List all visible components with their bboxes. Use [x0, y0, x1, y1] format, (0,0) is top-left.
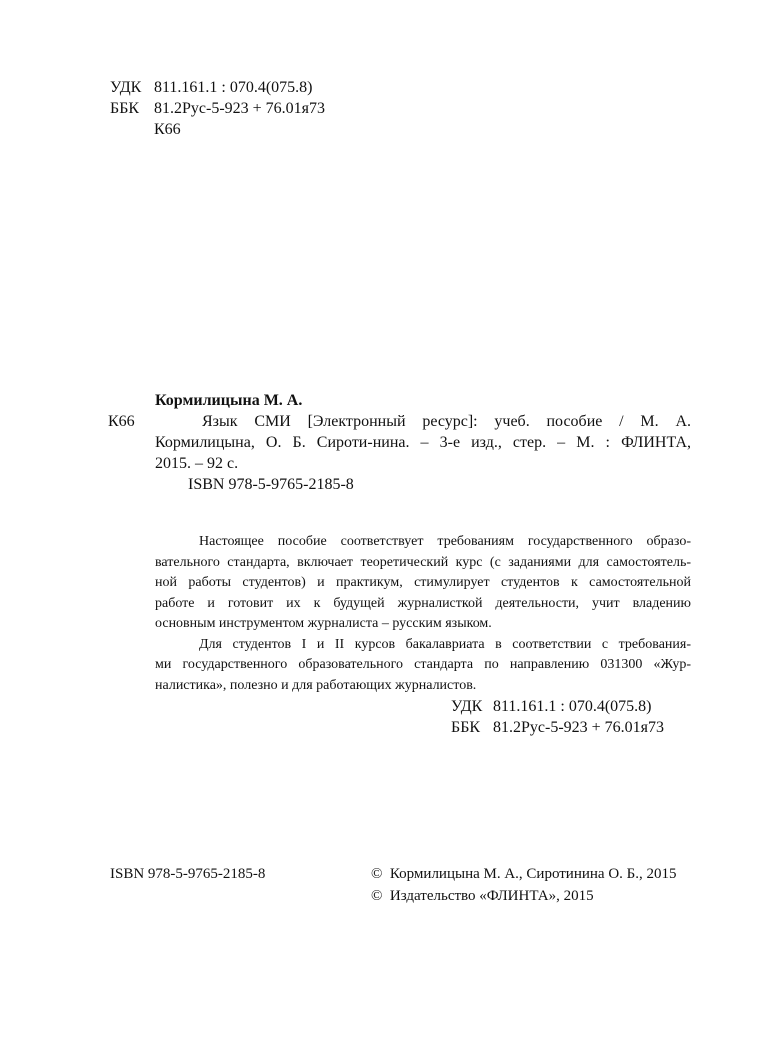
top-udk-line: [110, 77, 325, 98]
bottom-codes-block: [451, 696, 664, 738]
bottom-udk-line: [451, 696, 664, 717]
top-bbk-value: 81.2Рус-5-923 + 76.01я73: [154, 100, 326, 117]
bottom-bbk-line: [451, 717, 664, 738]
annotation-line: основным инструментом журналиста – русским языком.: [155, 616, 492, 631]
annotation-line: работе и готовит их к будущей журналисткой деятельности, учит владению: [155, 595, 691, 611]
copyright-authors: © Кормилицына М. А., Сиротинина О. Б., 2015: [371, 866, 677, 882]
top-author-mark: К66: [154, 121, 181, 138]
bib-description-line-1: Язык СМИ [Электронный ресурс]: учеб. пособие / М. А.: [202, 413, 691, 430]
annotation-line: ми государственного образовательного стандарта по направлению 031300 «Жур-: [155, 657, 691, 672]
author-mark: К66: [108, 413, 135, 430]
footer-copyright: [371, 864, 677, 906]
bottom-udk-label: УДК: [451, 698, 483, 715]
top-udk-value: 811.161.1 : 070.4(075.8): [154, 79, 313, 96]
bib-description-line-2: Кормилицына, О. Б. Сироти-нина. – 3-е изд., стер. – М. : ФЛИНТА,: [155, 434, 691, 451]
top-bbk-label: ББК: [110, 100, 140, 117]
copyright-publisher: © Издательство «ФЛИНТА», 2015: [371, 888, 594, 904]
bottom-bbk-value: 81.2Рус-5-923 + 76.01я73: [493, 719, 665, 736]
bib-description: [155, 411, 691, 495]
annotation-line: Настоящее пособие соответствует требованиям государственного образо-: [199, 534, 691, 549]
annotation-para-2: [155, 635, 691, 697]
footer-isbn: ISBN 978-5-9765-2185-8: [110, 866, 266, 882]
annotation-line: Для студентов I и II курсов бакалавриата в соответствии с требования-: [199, 636, 691, 652]
author-heading: Кормилицына М. А.: [155, 392, 303, 409]
annotation-line: ной работы студентов) и практикум, стимулирует студентов к самостоятельной: [155, 575, 691, 590]
annotation-para-1: [155, 532, 691, 635]
top-codes-block: [110, 77, 325, 140]
top-bbk-line: [110, 98, 325, 119]
bib-description-line-3: 2015. – 92 с.: [155, 455, 239, 472]
annotation: [155, 532, 691, 696]
bottom-bbk-label: ББК: [451, 719, 481, 736]
top-udk-label: УДК: [110, 79, 142, 96]
annotation-line: вательного стандарта, включает теоретический курс (с заданиями для самостоятель-: [155, 554, 691, 570]
annotation-line: налистика», полезно и для работающих журналистов.: [155, 677, 477, 693]
bottom-udk-value: 811.161.1 : 070.4(075.8): [493, 698, 652, 715]
bib-isbn: ISBN 978-5-9765-2185-8: [188, 476, 354, 493]
top-author-mark-line: [110, 119, 325, 140]
